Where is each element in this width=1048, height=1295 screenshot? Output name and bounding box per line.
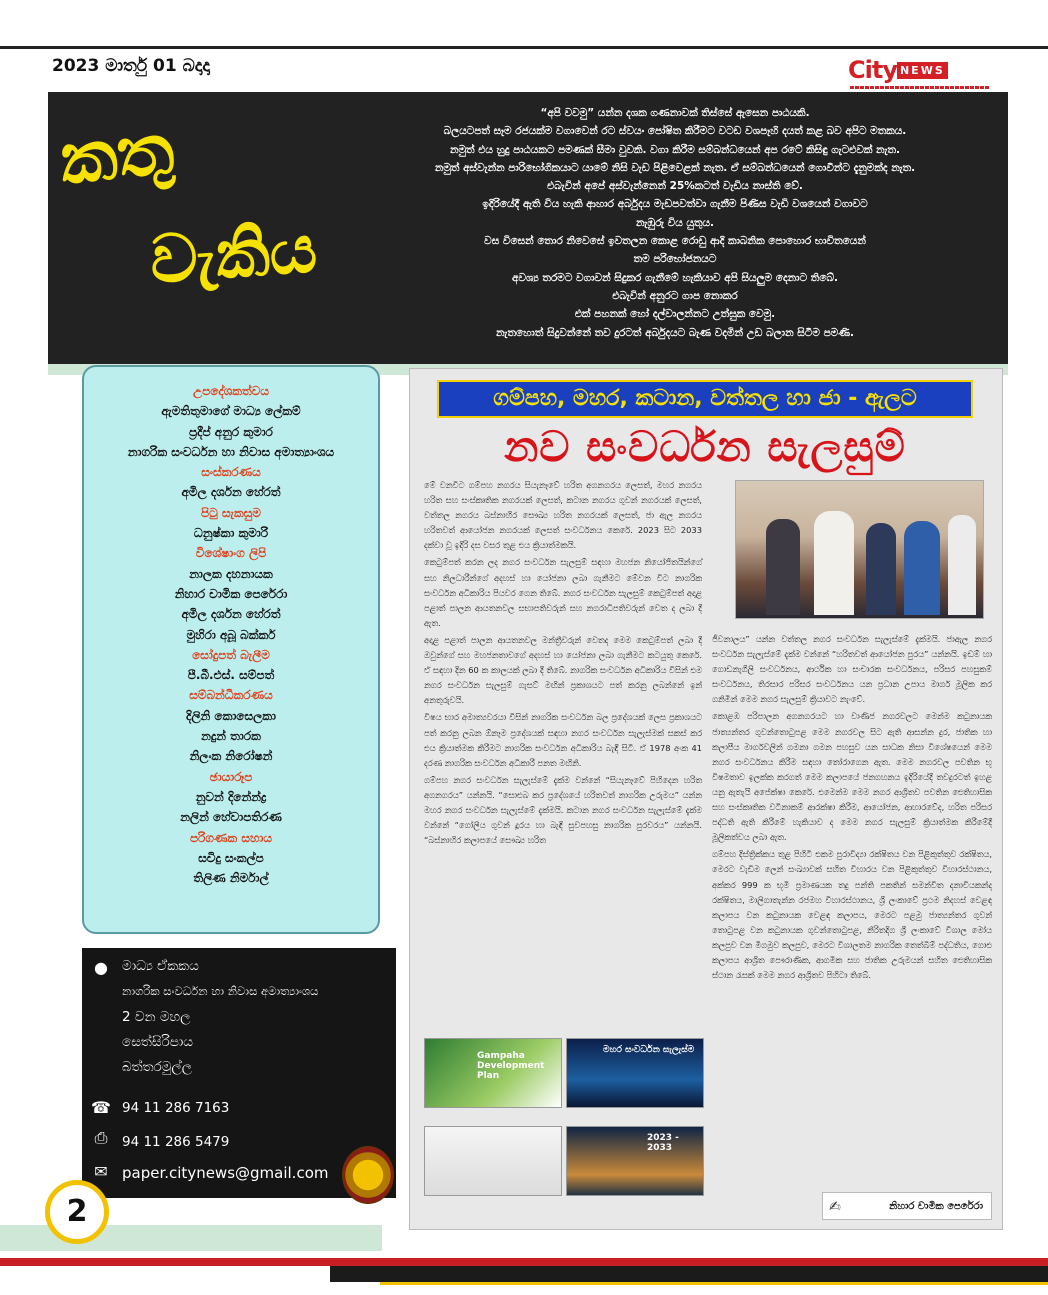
page-number: 2 [45, 1180, 109, 1244]
credit-name: සචිදු සංකල්ප [198, 850, 264, 865]
contact-phone[interactable]: 94 11 286 7163 [122, 1100, 230, 1116]
contact-address-line: බත්තරමුල්ල [122, 1059, 193, 1075]
credit-heading: උපදේශකත්වය [192, 384, 270, 398]
credit-name: නුවන් දිනේන්ද්‍ර [195, 789, 267, 804]
contact-fax[interactable]: 94 11 286 5479 [122, 1134, 230, 1150]
credit-name: නලින් හේවාපතිරණ [180, 810, 282, 825]
contact-unit: මාධ්‍ය ඒකකය [122, 958, 199, 974]
location-pin-icon: ● [94, 958, 108, 977]
article-column-1 [424, 478, 702, 850]
article-paragraph: ජීවනාලය” යන්න වත්තල නගර සංවර්ධන සැලැස්මේ දැක්මයි. ජාඇල නගර සංවර්ධන සැලැස්මේ දැක්ම වන්නේ “හරිතවත් ආයෝජන පුරය” යන්නයි. ඉඩම් හා ගොඩනැගිලි සංවර්ධනය, ආර්ථික හා සංචාරක සංවර්ධනය, පරිසර පහසුකම් සංවර්ධනය, තිරසාර පරිසර සංවර්ධනය යන ප්‍රධාන උපාය මාර්ග මූලික කර ගනිමින් මෙම නගර සැලසුම් ක්‍රියාවට නැංවේ. [712, 634, 992, 705]
editorial-title-line2: වැකිය [147, 209, 320, 299]
contact-address-line: නාගරික සංවර්ධන හා නිවාස අමාත්‍යාංශය [122, 984, 319, 998]
editorial-line: නැතහොත් සිදුවන්නේ තව දුරටත් අර්බුදයට බැණ වදමින් උඩ බලාන සිටීම පමණි. [495, 326, 855, 339]
government-emblem-icon [342, 1146, 394, 1204]
pen-signature-icon: ✍ [829, 1199, 841, 1215]
header-rule [0, 46, 1048, 49]
credit-name: තිලිණ නිර්මාල් [193, 871, 269, 886]
credits-box [82, 365, 380, 934]
article-paragraph: කෙටුම්පත් කරන ලද නගර සංවර්ධන සැලසුම් සඳහා මහජන නියෝජිතයින්ගේ සහ නිලධාරීන්ගේ අදහස් හා යෝජනා ලබා ගැනීමට මේවන විට නාගරික සංවර්ධන අධිකාරිය පියවර ගෙන තිබේ. නගර සංවර්ධන සැලසුම් කෙටුම්පත් අදාළ පළාත් පාලන ආයතනවල සභාපතිවරුන් සහ නගරාධිපතිවරුන් වෙත ද ලබා දී ඇත. [424, 557, 702, 628]
credit-name: නිහාර චාමික පෙරේරා [174, 586, 288, 601]
plan-thumbnail [566, 1126, 704, 1196]
credit-name: ප්‍රදීප් අනුර කුමාර [189, 424, 273, 439]
article-paragraph: කොළඹ පරිපාලන අගනගරයට හා වාණිජ නගරවලට මෙන්ම කටුනායක ජාත්‍යන්තර ගුවන්තොටුපළ මෙම නගරවල සිට ඇති ආසන්න දුර, ජාතික හා කලාපීය මාර්ගවලින් ගමනා ගමන පහසුව යන සාධක නිසා විශේෂයෙන් මෙම නගර සංවර්ධනය කිරීම සඳහා තෝරාගෙන ඇත. මෙම නගරවල පවතින භූ විෂමතාව ඉලක්ක කරගත් මෙම කලාපයේ ජනගහනය ඉදිරියේදී තවදුරටත් ඉහළ යනු ඇතැයි අපේක්ෂා කෙරේ. එමෙන්ම මෙම නගර ආශ්‍රිතව පවතින ඓතිහාසික සහ සංස්කෘතික වටිනාකම් ආරක්ෂා කිරීම, ආයෝජන, ආහාරවේද, හරිත පරිසර පද්ධති ඇති කිරීමේ හැකියාව ද මෙම නගර සැලසුම් ක්‍රියාත්මක කිරීමේදී මූලිකත්වය ලබා ඇත. [712, 711, 992, 843]
credit-name: දිලිනි කොසෙලකා [186, 708, 276, 723]
editorial-line: ඉදිරියේදී ඇති විය හැකි ආහාර අර්බුදය මැඩපවත්වා ගැනීම පිණිස වැඩි වශයෙන් වගාවට [482, 198, 868, 211]
editorial-line: නමුත් අස්වැන්න පාරිභෝගිකයාට යාමේ නිසි වැඩ පිළිවෙළක් නැත. ඒ සම්බන්ධයෙන් ගොවීන්ට දැනුමක්ද නැත. [434, 161, 916, 174]
contact-address-line: සෙත්සිරිපාය [122, 1034, 194, 1050]
fax-icon: ⎙ [94, 1128, 108, 1147]
article-paragraph: විෂය භාර අමාත්‍යවරයා විසින් නාගරික සංවර්ධන බල ප්‍රදේශයක් ලෙස ප්‍රකාශයට පත් කරනු ලබන ඕනෑම ප්‍රදේශයක් සඳහා නගර සංවර්ධන සැලැස්මක් සකස් කර එය ක්‍රියාත්මක කිරීමට නාගරික සංවර්ධන අධිකාරිය බැඳී සිටී. ඒ 1978 අංක 41 දරණ නාගරික සංවර්ධන අධිකාරී පනත මඟිනි. [424, 712, 702, 768]
photo-person [948, 515, 976, 615]
credit-name: නදුන් තාරක [201, 729, 261, 744]
article-paragraph: අදාළ පළාත් පාලන ආයතනවල මන්ත්‍රීවරුන් වෙතද මෙම කෙටුම්පත් ලබා දී ඔවුන්ගේ සහ මහජනතාවගේ අදහස් හා යෝජනා ලබා ගැනීමට කටයුතු කෙරේ. ඒ සඳහා දින 60 ක කාලයක් ලබා දී තිබේ. නාගරික සංවර්ධන අධිකාරිය විසින් එම නගර සංවර්ධන සැලසුම් ගැසට් මඟින් ප්‍රකාශයට පත් කරනු ලබන්නේ ඉන් අනතුරුවයි. [424, 634, 702, 706]
photo-person [814, 511, 854, 615]
footer-stripe-red [0, 1258, 1048, 1266]
credit-heading: පිටු සැකසුම [201, 505, 261, 520]
editorial-line: තම පරිභෝජනයට [633, 253, 717, 266]
editorial-line: බලයටපත් සෑම රජයක්ම වගාවෙන් රට ස්වයං පෝෂිත කිරීමට වටඩ වශපෑහි දයත් කළ බව අපිට මතකය. [443, 125, 907, 138]
credit-heading: සම්බන්ධීකරණය [189, 688, 273, 703]
article-paragraph: ගම්පහ නගර සංවර්ධන සැලැස්මේ දැක්ම වන්නේ “සියැනෑවේ පිහිදෙන හරිත අගනගරය” යන්නයි. “සොළුබ කර ප්‍රදේශයේ හරිතවත් නාගරික උරුමය” යන්න මහර නගර සංවර්ධන සැලැස්මේ දැක්මයි. කටාන නගර සංවර්ධන සැලැස්මේ දැක්ම වන්නේ “ගෝලීය ගුවන් දූරය හා බැඳි සුවපහසු නාගරික පුරවරය” යන්නයි. “බස්නාහිර කලාපයේ සෞඛ්‍ය හරිත [424, 774, 702, 846]
credit-name: ධනුෂ්කා කුමාරි [193, 526, 269, 541]
envelope-icon: ✉ [94, 1162, 108, 1181]
phone-icon: ☎ [91, 1098, 111, 1117]
editorial-line: එබැවින් අනුරට ගාප නොකර [612, 289, 738, 302]
credit-name: අමිල දර්ශන හේරත් [181, 607, 281, 622]
editorial-line: නැඹුරු විය යුතුය. [635, 216, 715, 229]
footer-stripe-black [330, 1266, 1048, 1282]
photo-person [766, 519, 800, 615]
editorial-line: එක් පහනක් හෝ දල්වාලන්නට උත්සුක වෙමු. [574, 308, 776, 321]
editorial-line: “අපි වවමු” යන්න දශක ගණනාවක් තිස්සේ ඇසෙන පාඨයකි. [540, 107, 810, 119]
issue-date: 2023 මාර්තු 01 බදාදා [52, 56, 210, 76]
thumbnail-label: Gampaha Development Plan [477, 1051, 545, 1081]
article-paragraph: මේ වනවිට ගම්පහ නගරය සියැනෑවේ හරිත අගනගරය ලෙසත්, මහර නගරය හරිත සහ සංස්කෘතික නගරයක් ලෙසත්, කටාන නගරය ගුවන් නගරයක් ලෙසත්, වත්තල නගරය බස්නාහිර සෞඛ්‍ය හරිත නගරයක් ලෙසත්, ජා ඇල නගරය හරිතවත් ආයෝජන නගරයක් ලෙසත් සංවර්ධනය කෙරේ. 2023 සිට 2033 දක්වා වූ ඉදිරි දස වසර තුළ එය ක්‍රියාත්මකයි. [424, 480, 702, 551]
credit-heading: පරිගණක සහාය [190, 830, 272, 845]
logo-tagline-strip [850, 86, 990, 89]
editorial-line: එබැවින් අපේ අස්වැන්නෙන් 25%කටත් වැඩිය නාස්ති වේ. [547, 180, 803, 193]
photo-person [866, 523, 896, 615]
credit-heading: විශේෂාංග ලිපි [195, 546, 267, 561]
thumbnail-label: 2023 - 2033 [647, 1133, 679, 1153]
contact-address-line: 2 වන මහල [122, 1009, 191, 1025]
plan-thumbnail [566, 1038, 704, 1108]
handover-photo [735, 480, 984, 619]
article-column-2 [712, 632, 992, 985]
credit-name: නාගරික සංවර්ධන හා නිවාස අමාත්‍යාංශය [127, 444, 335, 459]
footer-stripe-yellow [380, 1282, 1048, 1285]
author-name: නිහාර චාමික පෙරේරා [889, 1201, 983, 1212]
plan-thumbnail [424, 1126, 562, 1196]
credit-heading: සංස්කරණය [201, 465, 261, 480]
editorial-line: අවශ්‍ය තරමට වගාවන් සිදුකර ගැනීමේ හැකියාව අපි සියලුම දෙනාට තිබේ. [512, 271, 838, 284]
contact-email[interactable]: paper.citynews@gmail.com [122, 1164, 329, 1182]
article-paragraph: ගම්පහ දිස්ත්‍රික්කය තුළ පිහිටි එකම පුරාවිද්‍යා රක්ෂිතය වන පිළිකුත්තුව රක්ෂිතය, මෙරට වැඩිම ලෙන් සංඛ්‍යාවක් සහිත විහාරය වන පිළිකුත්තුව විහාරස්ථානය, අක්කර 999 ක භූමි ප්‍රමාණයක තදු පන්ති පකතින් සමන්විත දනාවියකන්ද රක්ෂිතය, මාලිගාතැන්න රජමහ විහාරස්ථානය, ශ්‍රී ලංකාවේ ප්‍රථම නිදහස් වෙළඳ කලාපය වන කටුනායක වෙළඳ කලාපය, මෙරට පළමු ජාත්‍යන්තර ගුවන් තොටුපළ වන කටුනායක ගුවන්තොටුපළ, නිරිතදිග ශ්‍රී ලංකාවේ විශාල මෝය කලපුව වන මීගමුව කලපුව, මෙරට විශාලතම නාගරික තෙත්බිම් පද්ධතිය, ගොළු කලාපය ආශ්‍රිත පෞරාණික, ආගමික සහ ජාතික උරුමයන් සහිත ඓතිහාසික ස්ථාන රැසක් මෙම නගර ආශ්‍රිතව පිහිටා තිබේ. [712, 849, 992, 981]
credit-heading: සෝදුපත් බැලීම [192, 647, 270, 662]
credit-name: අමිල දර්ශන හේරත් [181, 485, 281, 500]
city-news-logo [848, 56, 948, 84]
logo-news-text: NEWS [897, 62, 948, 79]
credit-name: මුහිරා අබූ බක්කර් [186, 627, 276, 642]
credit-name: නිලංක නිරෝෂන් [189, 749, 273, 764]
author-byline [822, 1192, 992, 1220]
credit-heading: ඡායාරූප [209, 769, 253, 784]
photo-person [904, 521, 940, 615]
editorial-line: නමුත් එය හුදු පාඨයකට පමණක් සීමා වුවකි. වගා කිරීම සම්බන්ධයෙන් අප රටේ කිසිඳු ගැටළුවක් නැත. [449, 143, 901, 156]
article-kicker: ගම්පහ, මහර, කටාන, වත්තල හා ජා - ඇලට [437, 380, 973, 418]
editorial-line: වස විසෙන් තොර නිවෙසේ ඉවතලන කොළ රොඩු ආදි කාබනික පොහොර භාවිතයෙන් [484, 235, 866, 248]
article-headline: නව සංවර්ධන සැලසුම් [504, 422, 906, 471]
logo-city-text: City [848, 56, 897, 84]
thumbnail-label: මහර සංවර්ධන සැලැස්ම [603, 1045, 695, 1055]
credit-name: ඇමතිතුමාගේ මාධ්‍ය ලේකම් [161, 404, 301, 419]
plan-thumbnail [424, 1038, 562, 1108]
credit-name: පී.බී.එස්. සම්පත් [187, 668, 275, 683]
editorial-title-line1: කතු [55, 106, 178, 201]
credit-name: නාලක දහනායක [189, 566, 273, 581]
editorial-text [350, 104, 1000, 342]
credits-list [84, 381, 378, 888]
